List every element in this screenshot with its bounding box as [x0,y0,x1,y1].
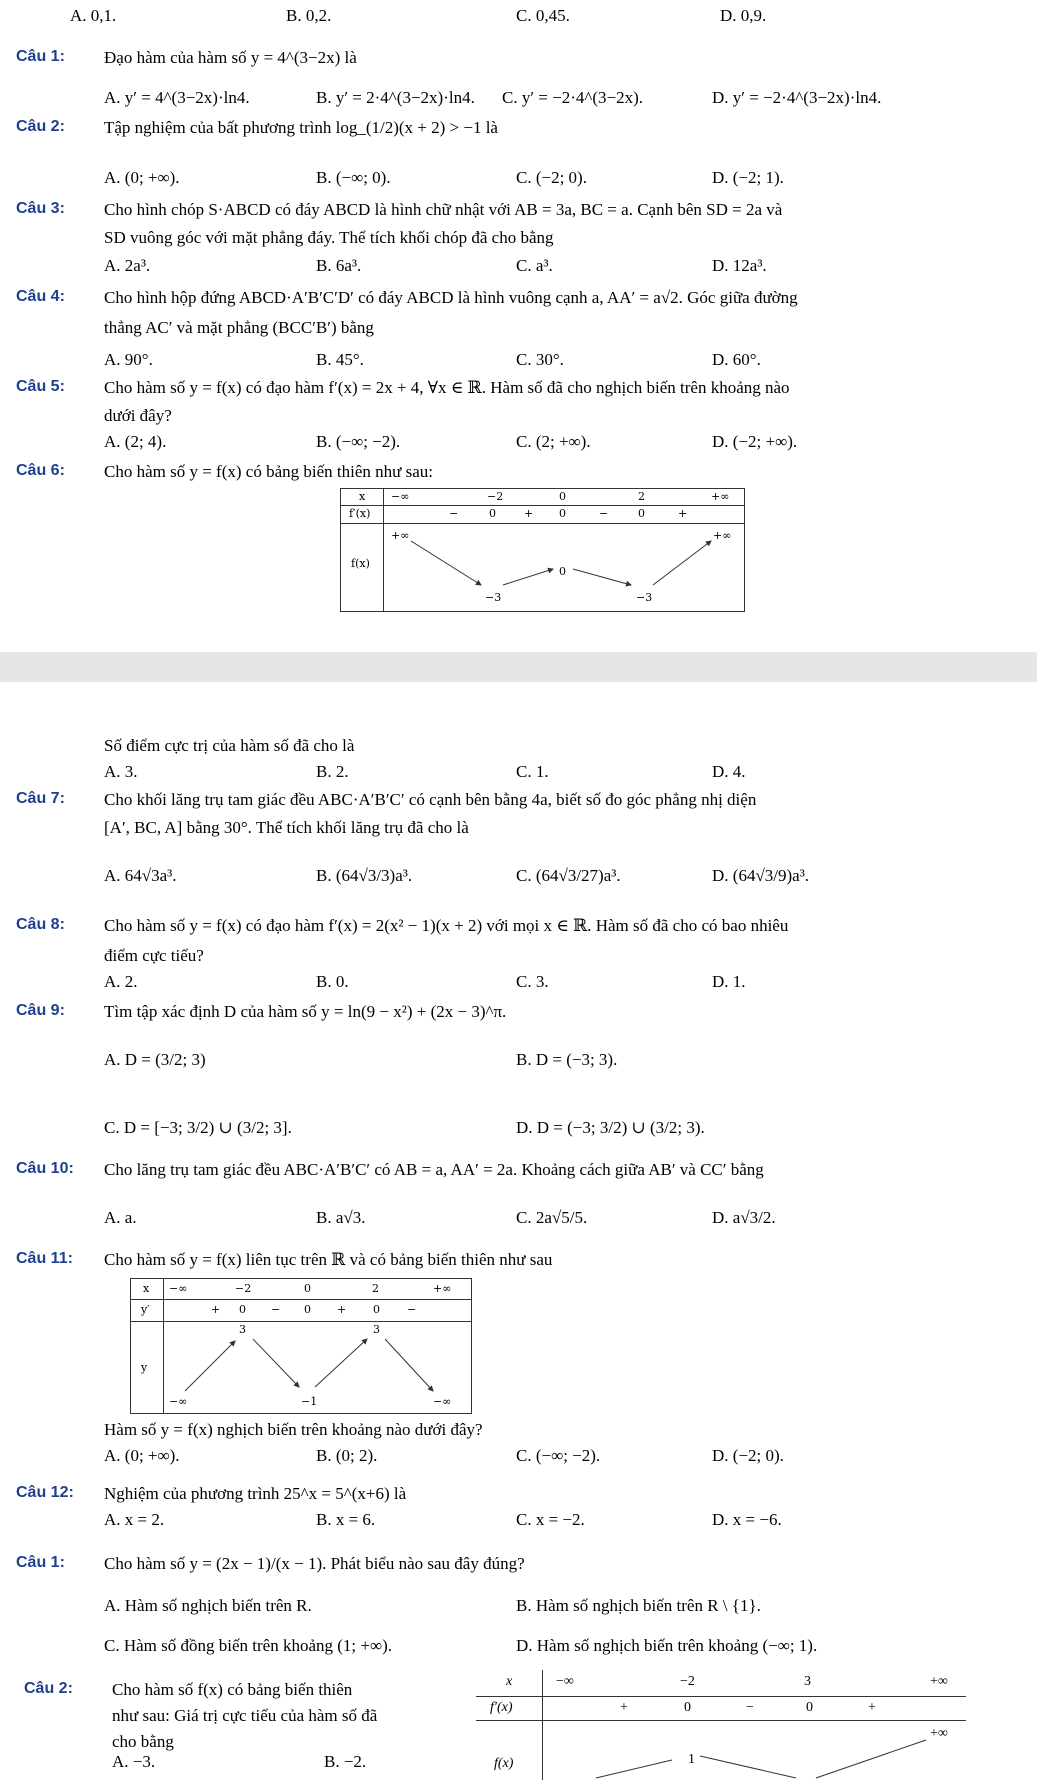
table-x-value: +∞ [433,1282,452,1295]
table-sign: − [599,507,609,520]
table-f-value: −1 [301,1395,318,1408]
table-x-value: 0 [304,1282,311,1295]
option-c: C. y′ = −2·4^(3−2x). [502,88,644,107]
option-c: C. 2a√5/5. [516,1208,588,1227]
option-b: B. −2. [324,1752,367,1771]
option-a: A. 90°. [104,350,153,369]
option-d: D. 60°. [712,350,761,369]
table-fp-label: f′(x) [490,1700,513,1715]
question-text: Cho khối lăng trụ tam giác đều ABC·A′B′C′ có cạnh bên bằng 4a, biết số đo góc phẳng nhị diện [104,790,757,809]
table-f-value: −∞ [169,1395,188,1408]
table-sign: + [678,507,688,520]
question-number: Câu 7: [16,790,65,807]
option-b: B. x = 6. [316,1510,376,1529]
table-x-value: −2 [487,490,504,503]
option-b: B. (0; 2). [316,1446,378,1465]
option-b: B. Hàm số nghịch biến trên R \ {1}. [516,1596,761,1615]
table-sign: + [620,1700,628,1715]
option-c: C. 30°. [516,350,564,369]
table-sign: − [746,1700,754,1715]
table-f-value: 1 [688,1752,695,1767]
variation-table-q6 [340,488,745,612]
table-sign: 0 [806,1700,813,1715]
table-fp-label: f′(x) [349,507,371,520]
table-sign: 0 [489,507,496,520]
table-x-value: −2 [680,1674,695,1689]
table-sign: − [271,1303,281,1316]
option-d: D. (−2; +∞). [712,432,798,451]
question-number: Câu 2: [16,118,65,135]
table-sign: + [211,1303,221,1316]
option-d: D. (−2; 0). [712,1446,784,1465]
variation-table-p2 [476,1670,966,1780]
option-a: A. −3. [112,1752,156,1771]
question-text: Cho hàm số y = f(x) có đạo hàm f′(x) = 2x + 4, ∀x ∈ ℝ. Hàm số đã cho nghịch biến trên khoảng nào [104,378,790,397]
table-sign: + [868,1700,876,1715]
question-text-cont: SD vuông góc với mặt phẳng đáy. Thể tích khối chóp đã cho bằng [104,228,554,247]
option-d: D. D = (−3; 3/2) ∪ (3/2; 3). [516,1118,705,1137]
table-fp-label: y′ [141,1303,150,1316]
option-c: C. 1. [516,762,549,781]
variation-arrows [341,523,744,611]
top-option-d: D. 0,9. [720,6,767,25]
table-x-label: x [506,1674,513,1689]
option-b: B. (−∞; −2). [316,432,401,451]
table-sign: 0 [239,1303,246,1316]
table-sign: 0 [559,507,566,520]
option-b: B. y′ = 2·4^(3−2x)·ln4. [316,88,475,107]
question-text: Tìm tập xác định D của hàm số y = ln(9 − x²) + (2x − 3)^π. [104,1002,507,1021]
question-number: Câu 1: [16,48,65,65]
option-d: D. (−2; 1). [712,168,784,187]
option-c: C. D = [−3; 3/2) ∪ (3/2; 3]. [104,1118,292,1137]
question-number: Câu 5: [16,378,65,395]
option-c: C. a³. [516,256,553,275]
table-x-label: x [143,1282,150,1295]
question-text: Cho hàm số f(x) có bảng biến thiên [112,1680,353,1699]
table-f-label: y [141,1361,148,1374]
option-a: A. D = (3/2; 3) [104,1050,206,1069]
question-number: Câu 2: [24,1680,73,1697]
question-text: Cho hàm số y = f(x) liên tục trên ℝ và có bảng biến thiên như sau [104,1250,553,1269]
page-break [0,652,1037,682]
option-b: B. (−∞; 0). [316,168,391,187]
table-f-value: 0 [559,565,566,578]
table-f-value: −∞ [433,1395,452,1408]
question-text-cont: [A′, BC, A] bằng 30°. Thể tích khối lăng trụ đã cho là [104,818,469,837]
option-d: D. 12a³. [712,256,767,275]
table-sign: + [337,1303,347,1316]
table-sign: 0 [304,1303,311,1316]
question-number: Câu 11: [16,1250,73,1267]
question-text: Cho hàm số y = f(x) có bảng biến thiên như sau: [104,462,433,481]
table-f-value: −3 [636,591,653,604]
top-option-c: C. 0,45. [516,6,570,25]
option-b: B. 0. [316,972,349,991]
question-text-cont: cho bằng [112,1732,174,1751]
question-number: Câu 12: [16,1484,74,1501]
option-d: D. x = −6. [712,1510,782,1529]
question-number: Câu 6: [16,462,65,479]
table-f-label: f(x) [494,1756,514,1771]
question-text-cont: dưới đây? [104,406,172,425]
option-c: C. (−∞; −2). [516,1446,601,1465]
table-x-value: −∞ [556,1674,574,1689]
option-d: D. a√3/2. [712,1208,776,1227]
table-x-value: −∞ [391,490,410,503]
option-a: A. (0; +∞). [104,168,180,187]
option-c: C. (64√3/27)a³. [516,866,621,885]
table-sign: 0 [373,1303,380,1316]
table-f-value: +∞ [713,529,732,542]
option-a: A. 2. [104,972,138,991]
option-b: B. 2. [316,762,349,781]
variation-arrows [131,1321,471,1413]
option-a: A. (0; +∞). [104,1446,180,1465]
option-b: B. 6a³. [316,256,362,275]
option-a: A. 2a³. [104,256,151,275]
option-d: D. 4. [712,762,746,781]
table-x-value: +∞ [711,490,730,503]
table-x-value: −2 [235,1282,252,1295]
table-x-label: x [359,490,366,503]
option-b: B. a√3. [316,1208,366,1227]
question-text: Cho hàm số y = (2x − 1)/(x − 1). Phát biểu nào sau đây đúng? [104,1554,525,1573]
variation-arrows [476,1720,966,1780]
variation-table-q11 [130,1278,472,1414]
option-a: A. 64√3a³. [104,866,177,885]
question-text: Cho hình chóp S·ABCD có đáy ABCD là hình chữ nhật với AB = 3a, BC = a. Cạnh bên SD = 2a và [104,200,783,219]
table-x-value: 0 [559,490,566,503]
table-sign: + [524,507,534,520]
question-number: Câu 10: [16,1160,74,1177]
option-d: D. (64√3/9)a³. [712,866,810,885]
option-a: A. y′ = 4^(3−2x)·ln4. [104,88,250,107]
question-text-cont: thẳng AC′ và mặt phẳng (BCC′B′) bằng [104,318,374,337]
option-c: C. x = −2. [516,1510,585,1529]
table-sign: 0 [684,1700,691,1715]
question-text: Đạo hàm của hàm số y = 4^(3−2x) là [104,48,357,67]
option-b: B. (64√3/3)a³. [316,866,413,885]
question-text-cont: Số điểm cực trị của hàm số đã cho là [104,736,355,755]
option-a: A. Hàm số nghịch biến trên R. [104,1596,312,1615]
table-f-value: −3 [485,591,502,604]
option-d: D. Hàm số nghịch biến trên khoảng (−∞; 1). [516,1636,818,1655]
table-f-value: +∞ [930,1726,948,1741]
option-c: C. 3. [516,972,549,991]
table-sign: 0 [638,507,645,520]
question-text: Nghiệm của phương trình 25^x = 5^(x+6) là [104,1484,407,1503]
table-sign: − [407,1303,417,1316]
option-c: C. (2; +∞). [516,432,591,451]
question-text-cont: điểm cực tiểu? [104,946,204,965]
question-number: Câu 8: [16,916,65,933]
question-text: Cho lăng trụ tam giác đều ABC·A′B′C′ có AB = a, AA′ = 2a. Khoảng cách giữa AB′ và CC′ bằng [104,1160,764,1179]
question-text-cont: như sau: Giá trị cực tiểu của hàm số đã [112,1706,378,1725]
table-f-label: f(x) [351,557,370,570]
option-a: A. a. [104,1208,137,1227]
top-option-a: A. 0,1. [70,6,117,25]
question-text-cont: Hàm số y = f(x) nghịch biến trên khoảng nào dưới đây? [104,1420,483,1439]
top-option-b: B. 0,2. [286,6,332,25]
table-f-value: +∞ [391,529,410,542]
option-c: C. Hàm số đồng biến trên khoảng (1; +∞). [104,1636,392,1655]
table-x-value: −∞ [169,1282,188,1295]
option-a: A. (2; 4). [104,432,167,451]
table-x-value: 3 [804,1674,811,1689]
option-b: B. D = (−3; 3). [516,1050,618,1069]
question-number: Câu 1: [16,1554,65,1571]
option-b: B. 45°. [316,350,364,369]
option-a: A. x = 2. [104,1510,165,1529]
table-x-value: 2 [372,1282,379,1295]
question-number: Câu 3: [16,200,65,217]
option-c: C. (−2; 0). [516,168,587,187]
option-d: D. y′ = −2·4^(3−2x)·ln4. [712,88,882,107]
question-text: Cho hình hộp đứng ABCD·A′B′C′D′ có đáy ABCD là hình vuông cạnh a, AA′ = a√2. Góc giữa đường [104,288,798,307]
question-number: Câu 4: [16,288,65,305]
table-f-value: 3 [373,1323,380,1336]
table-sign: − [449,507,459,520]
question-text: Cho hàm số y = f(x) có đạo hàm f′(x) = 2(x² − 1)(x + 2) với mọi x ∈ ℝ. Hàm số đã cho có bao nhiêu [104,916,789,935]
question-text: Tập nghiệm của bất phương trình log_(1/2)(x + 2) > −1 là [104,118,498,137]
option-a: A. 3. [104,762,138,781]
table-x-value: 2 [638,490,645,503]
question-number: Câu 9: [16,1002,65,1019]
table-x-value: +∞ [930,1674,948,1689]
table-f-value: 3 [239,1323,246,1336]
option-d: D. 1. [712,972,746,991]
